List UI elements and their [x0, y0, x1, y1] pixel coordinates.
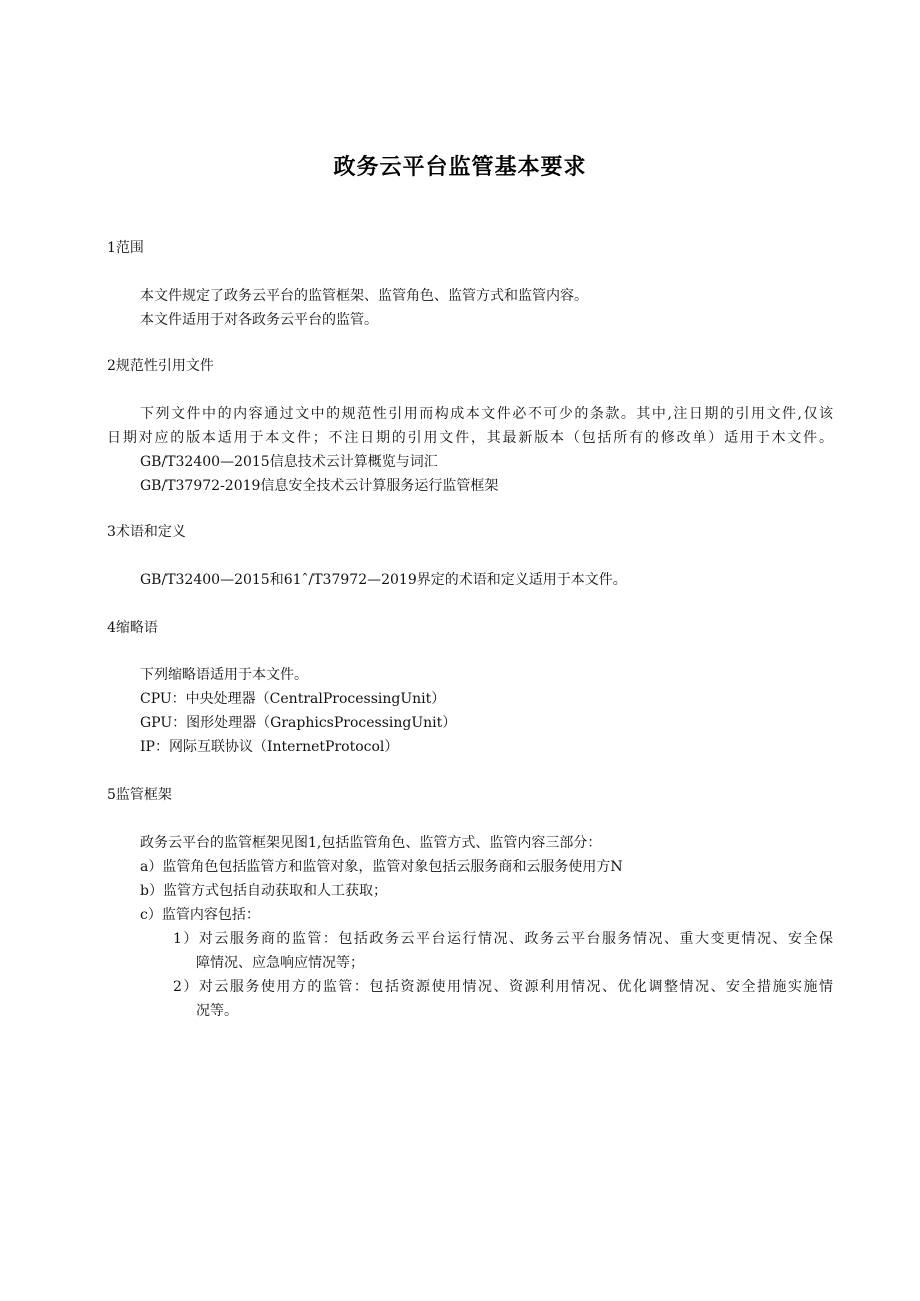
list-item: c）监管内容包括：	[140, 907, 260, 923]
section-heading-scope: 1范围	[107, 240, 144, 256]
paragraph-line: GB/T32400—2015和61ˆ/T37972—2019界定的术语和定义适用于本文件。	[140, 572, 627, 588]
section-heading-normative-references: 2规范性引用文件	[107, 358, 214, 374]
paragraph-line: 下列文件中的内容通过文中的规范性引用而构成本文件必不可少的条款。其中,注日期的引用文件,仅该	[140, 406, 833, 422]
sub-list-item: 2）对云服务使用方的监管：包括资源使用情况、资源利用情况、优化调整情况、安全措施实施情	[173, 979, 833, 995]
reference-item: GB/T32400—2015信息技术云计算概览与词汇	[140, 454, 438, 470]
sub-list-item: 1）对云服务商的监管：包括政务云平台运行情况、政务云平台服务情况、重大变更情况、安全保	[173, 931, 833, 947]
paragraph-line: 本文件规定了政务云平台的监管框架、监管角色、监管方式和监管内容。	[140, 288, 588, 304]
section-heading-terms-definitions: 3术语和定义	[107, 524, 186, 540]
sub-list-item-continuation: 障情况、应急响应情况等；	[196, 955, 364, 971]
paragraph-line: 下列缩略语适用于本文件。	[140, 667, 308, 683]
section-heading-abbreviations: 4缩略语	[107, 620, 158, 636]
abbreviation-item: CPU：中央处理器（CentralProcessingUnit）	[140, 691, 446, 707]
list-item: b）监管方式包括自动获取和人工获取；	[140, 883, 387, 899]
abbreviation-item: IP：网际互联协议（InternetProtocol）	[140, 739, 399, 755]
paragraph-line: 政务云平台的监管框架见图1,包括监管角色、监管方式、监管内容三部分：	[140, 835, 602, 851]
reference-item: GB/T37972-2019信息安全技术云计算服务运行监管框架	[140, 478, 499, 494]
document-title: 政务云平台监管基本要求	[333, 155, 587, 180]
paragraph-line: 本文件适用于对各政务云平台的监管。	[140, 312, 378, 328]
list-item: a）监管角色包括监管方和监管对象，监管对象包括云服务商和云服务使用方N	[140, 859, 623, 875]
abbreviation-item: GPU：图形处理器（GraphicsProcessingUnit）	[140, 715, 457, 731]
section-heading-supervision-framework: 5监管框架	[107, 787, 172, 803]
paragraph-line: 日期对应的版本适用于本文件；不注日期的引用文件，其最新版本（包括所有的修改单）适用于木文件。	[107, 430, 833, 446]
sub-list-item-continuation: 况等。	[196, 1003, 238, 1019]
